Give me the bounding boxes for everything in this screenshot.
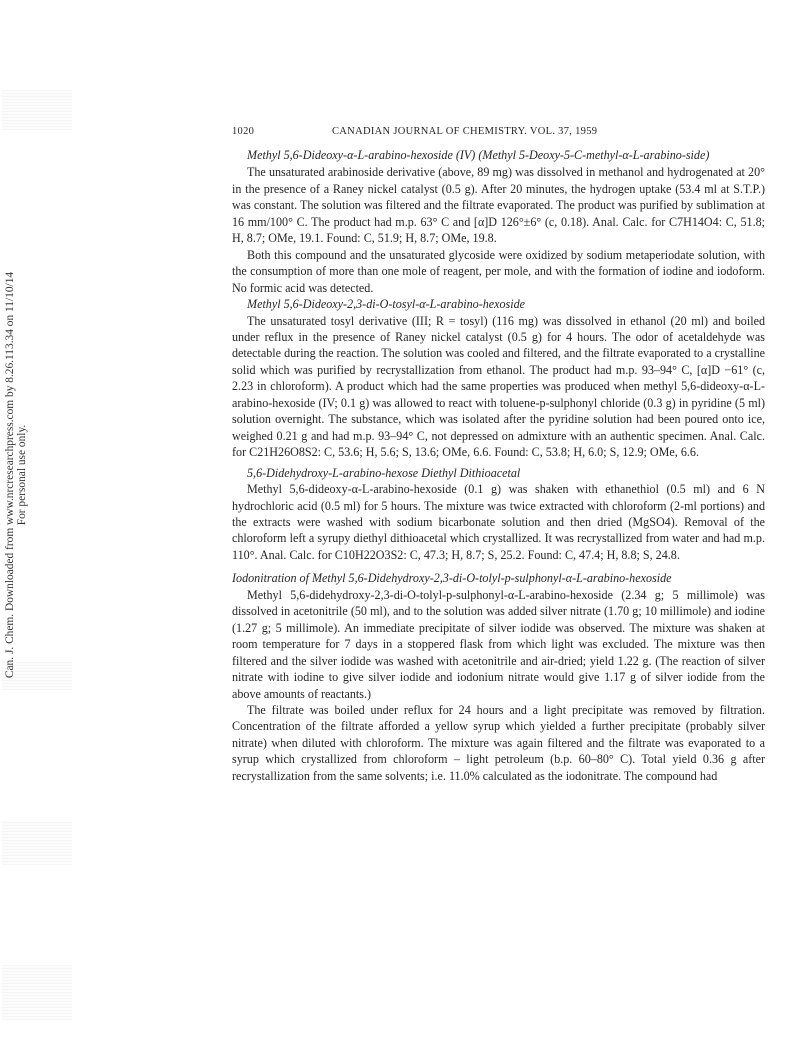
paragraph: The filtrate was boiled under reflux for 24 hours and a light precipitate was removed by filtration. Concentration of the filtrate afforded a yellow syrup which yielded a further precipitate (probably silver nitrate) when diluted with chloroform. The mixture was again filtered and the filtrate was evaporated to a syrup which crystallized from chloroform – light petroleum (b.p. 60–80° C). Total yield 0.36 g after recrystallization from the same solvents; i.e. 11.0% calculated as the iodonitrate. The compound had bbox=[232, 702, 765, 783]
paragraph: Both this compound and the unsaturated glycoside were oxidized by sodium metaperiodate solution, with the consumption of more than one mole of reagent, per mole, and with the formation of iodine and iodoform. No formic acid was detected. bbox=[232, 247, 765, 295]
section-heading: 5,6-Didehydroxy-L-arabino-hexose Diethyl Dithioacetal bbox=[247, 465, 521, 480]
section-heading: Methyl 5,6-Dideoxy-2,3-di-O-tosyl-α-L-arabino-hexoside bbox=[247, 297, 526, 312]
article-body bbox=[232, 147, 765, 784]
section-heading: Methyl 5,6-Dideoxy-α-L-arabino-hexoside (IV) (Methyl 5-Deoxy-5-C-methyl-α-L-arabino-side) bbox=[247, 148, 710, 162]
download-stamp-line2: For personal use only. bbox=[16, 424, 28, 526]
section-heading: Iodonitration of Methyl 5,6-Didehydroxy-2,3-di-O-tolyl-p-sulphonyl-α-L-arabino-hexoside bbox=[232, 571, 672, 586]
paragraph: The unsaturated tosyl derivative (III; R = tosyl) (116 mg) was dissolved in ethanol (20 ml) and boiled under reflux in the presence of Raney nickel catalyst (0.5 g) for 4 hours. The odor of acetaldehyde was detectable during the reaction. The solution was cooled and filtered, and the filtrate evaporated to a crystalline solid which was purified by recrystallization from ethanol. The product had m.p. 93–94° C, [α]D −61° (c, 2.23 in chloroform). A product which had the same properties was produced when methyl 5,6-dideoxy-α-L-arabino-hexoside (IV; 0.1 g) was allowed to react with toluene-p-sulphonyl chloride (0.3 g) in pyridine (5 ml) solution overnight. The substance, which was isolated after the pyridine solution had been poured onto ice, weighed 0.21 g and had m.p. 93–94° C, not depressed on admixture with an authentic specimen. Anal. Calc. for C21H26O8S2: C, 53.6; H, 5.6; S, 13.6; OMe, 6.6. Found: C, 53.8; H, 6.0; S, 12.9; OMe, 6.6. bbox=[232, 313, 765, 460]
scan-noise-top bbox=[2, 90, 72, 130]
running-head-title: CANADIAN JOURNAL OF CHEMISTRY. VOL. 37, 1959 bbox=[332, 126, 598, 137]
paragraph: The unsaturated arabinoside derivative (above, 89 mg) was dissolved in methanol and hydrogenated at 20° in the presence of a Raney nickel catalyst (0.5 g). After 20 minutes, the hydrogen uptake (53.4 ml at S.T.P.) was constant. The solution was filtered and the filtrate evaporated. The product was purified by sublimation at 16 mm/100° C. The product had m.p. 63° C and [α]D 126°±6° (c, 0.18). Anal. Calc. for C7H14O4: C, 51.8; H, 8.7; OMe, 19.1. Found: C, 51.9; H, 8.7; OMe, 19.8. bbox=[232, 165, 765, 246]
paragraph: Methyl 5,6-didehydroxy-2,3-di-O-tolyl-p-sulphonyl-α-L-arabino-hexoside (2.34 g; 5 millimole) was dissolved in acetonitrile (50 ml), and to the solution was added silver nitrate (1.70 g; 10 millimole) and iodine (1.27 g; 5 millimole). An immediate precipitate of silver iodide was observed. The mixture was shaken at room temperature for 7 days in a stoppered flask from which light was excluded. The mixture was then filtered and the silver iodide was washed with acetonitrile and air-dried; yield 1.22 g. (The reaction of silver nitrate with iodine to give silver iodide and iodonium nitrate would give 1.17 g of silver iodide from the above amounts of reactants.) bbox=[232, 587, 765, 701]
scan-noise-bottom bbox=[2, 965, 72, 1020]
download-stamp-line1: Can. J. Chem. Downloaded from www.nrcresearchpress.com by 8.26.113.34 on 11/10/14 bbox=[4, 271, 16, 679]
scan-noise-lower bbox=[2, 820, 72, 865]
running-header bbox=[232, 125, 765, 139]
download-stamp bbox=[4, 265, 28, 685]
paragraph: Methyl 5,6-dideoxy-α-L-arabino-hexoside (0.1 g) was shaken with ethanethiol (0.5 ml) and 6 N hydrochloric acid (0.5 ml) for 5 hours. The mixture was twice extracted with chloroform (2-ml portions) and the extracts were washed with sodium bicarbonate solution and then dried (MgSO4). Removal of the chloroform left a syrupy diethyl dithioacetal which crystallized. It was recrystallized from water and had m.p. 110°. Anal. Calc. for C10H22O3S2: C, 47.3; H, 8.7; S, 25.2. Found: C, 47.4; H, 8.8; S, 24.8. bbox=[232, 482, 765, 562]
page-number: 1020 bbox=[232, 126, 255, 137]
